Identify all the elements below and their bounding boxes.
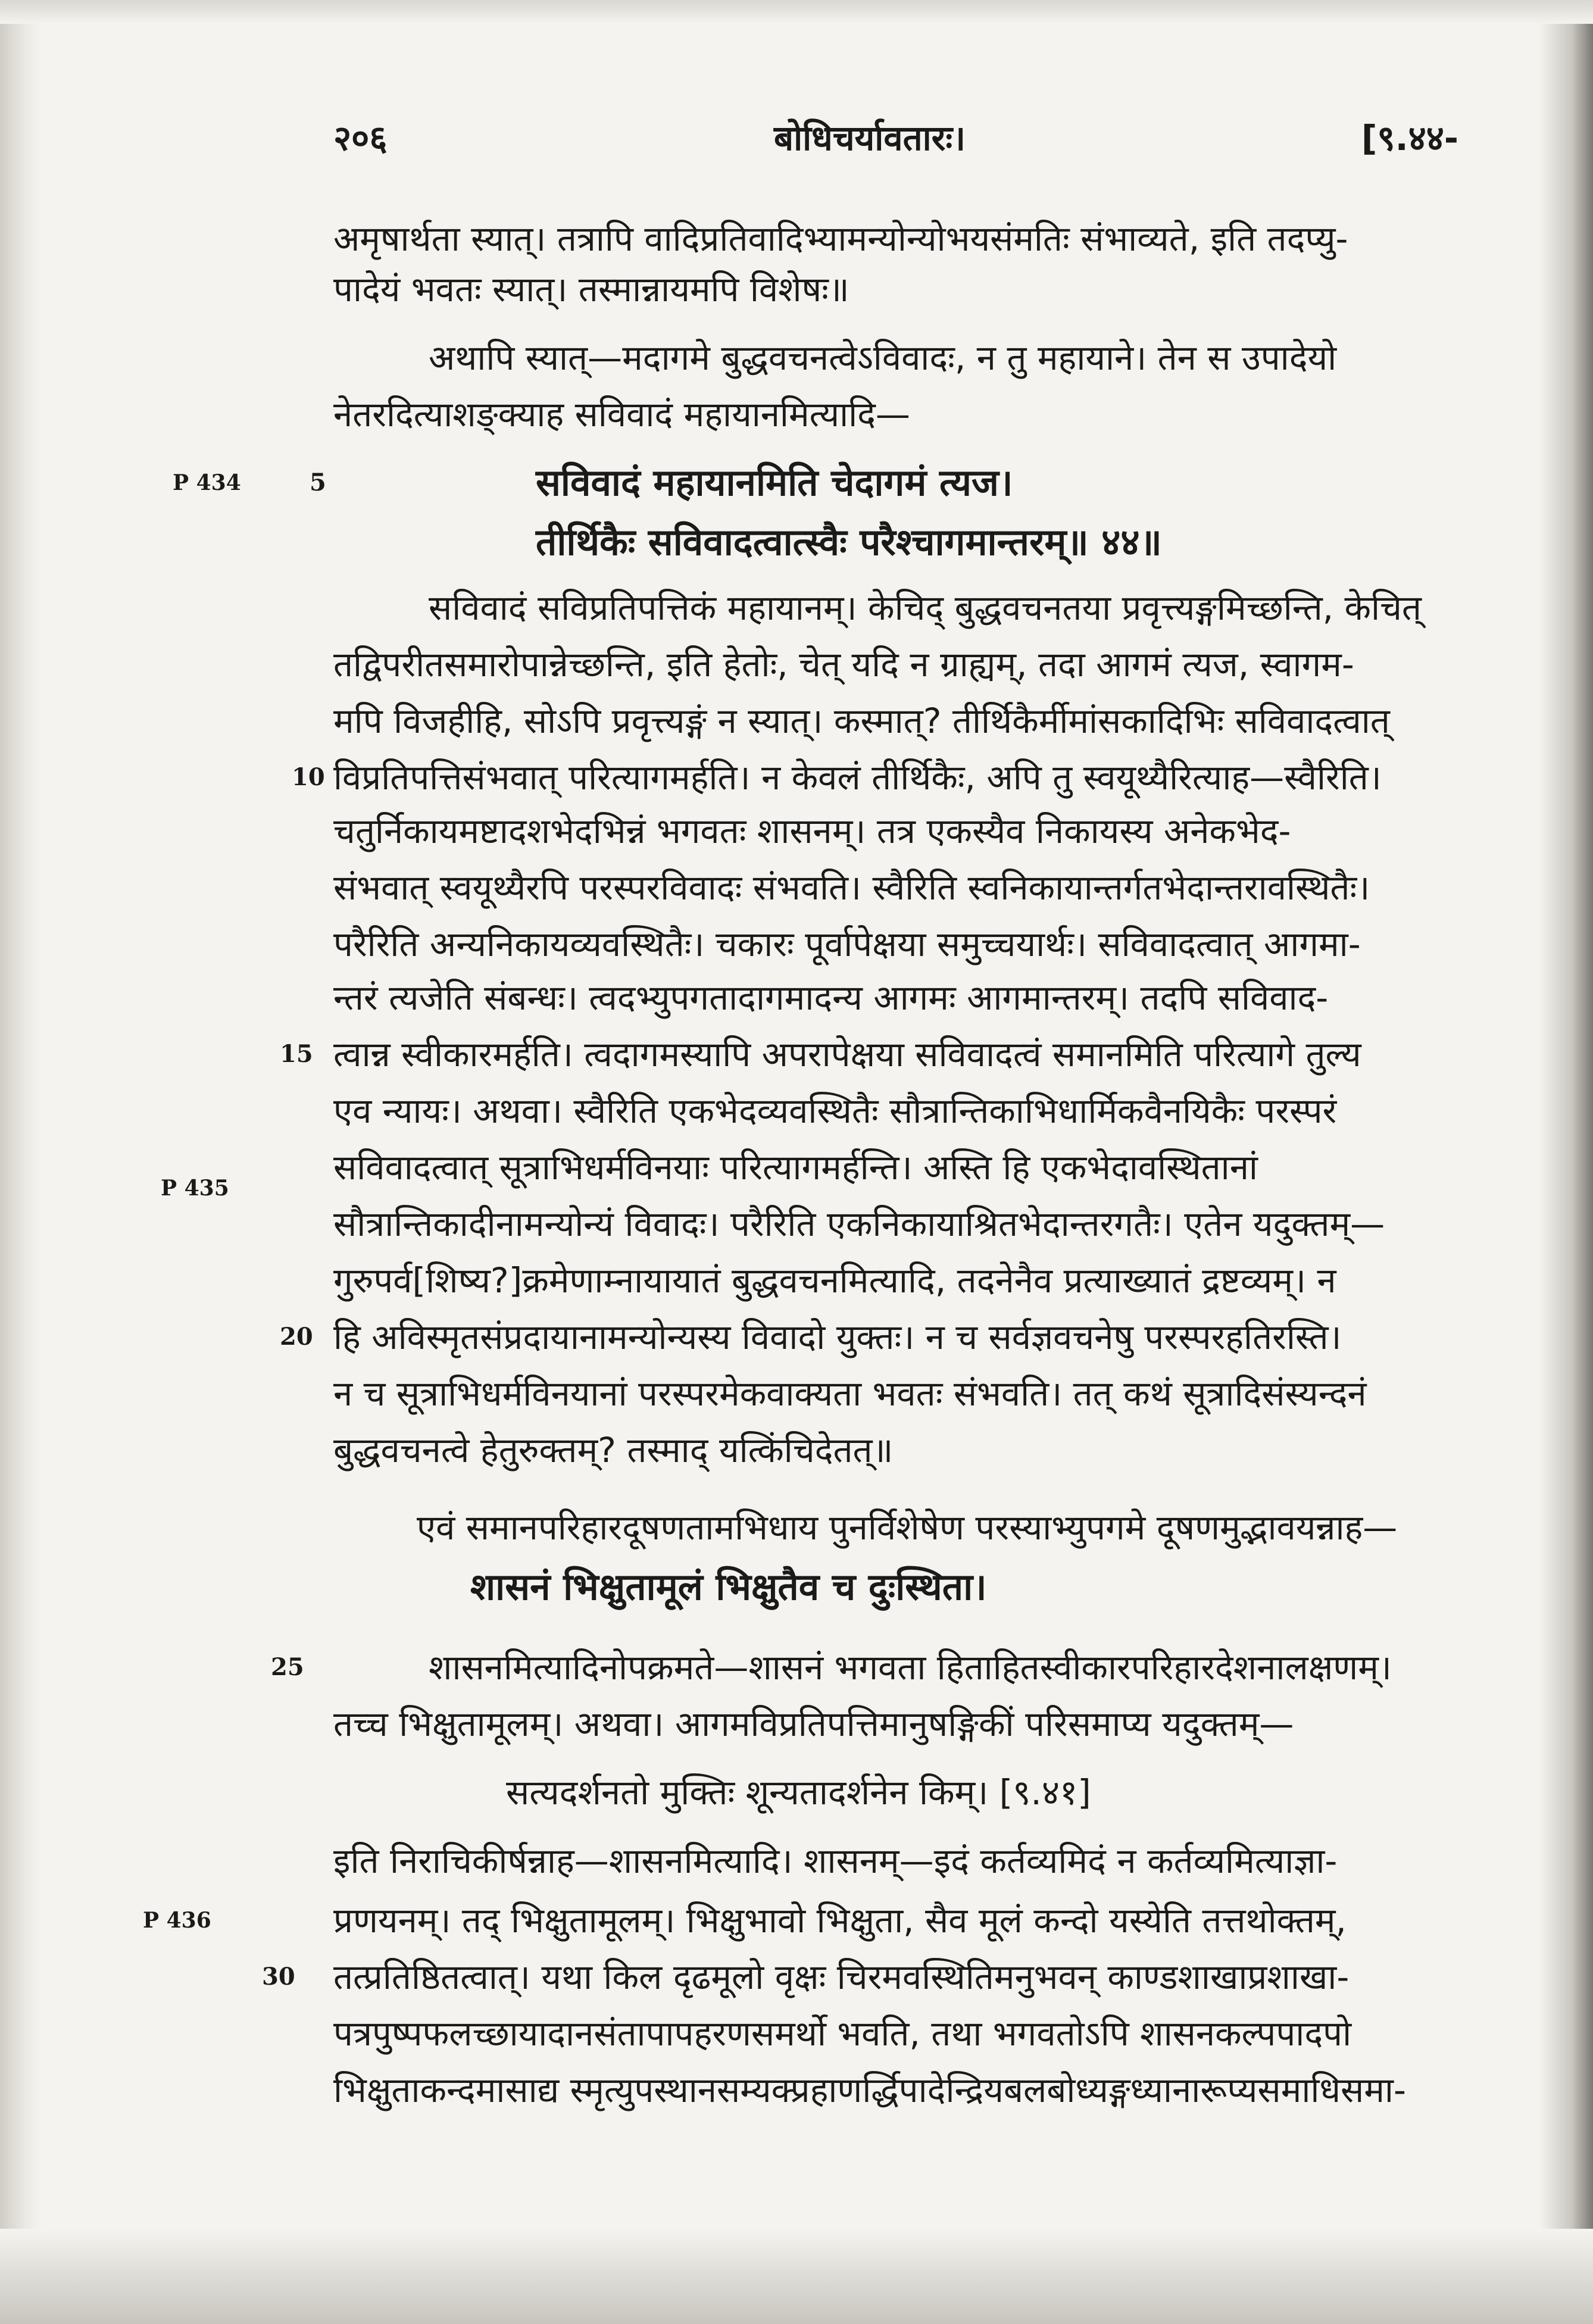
text-line: परैरिति अन्यनिकायव्यवस्थितैः। चकारः पूर्वापेक्षया समुच्चयार्थः। सविवादत्वात् आगमा-	[333, 924, 1361, 964]
line-number: 25	[271, 1653, 304, 1681]
text-line: भिक्षुताकन्दमासाद्य स्मृत्युपस्थानसम्यक्प्रहाणर्द्धिपादेन्द्रियबलबोध्यङ्गध्यानारूप्यसमाधिसमा-	[333, 2070, 1406, 2110]
line-number: 10	[292, 763, 325, 791]
text-line: तद्विपरीतसमारोपान्नेच्छन्ति, इति हेतोः, चेत् यदि न ग्राह्यम्, तदा आगमं त्यज, स्वागम-	[333, 644, 1354, 685]
running-title: बोधिचर्यावतारः।	[774, 118, 966, 158]
scan-edge-left	[0, 0, 42, 2324]
page-marker: P 436	[143, 1908, 211, 1933]
text-line: न्तरं त्यजेति संबन्धः। त्वदभ्युपगतादागमादन्य आगमः आगमान्तरम्। तदपि सविवाद-	[333, 977, 1329, 1018]
text-line: संभवात् स्वयूथ्यैरपि परस्परविवादः संभवति। स्वैरिति स्वनिकायान्तर्गतभेदान्तरावस्थितैः।	[333, 867, 1370, 908]
text-line: मपि विजहीहि, सोऽपि प्रवृत्त्यङ्गं न स्यात्। कस्मात्? तीर्थिकैर्मीमांसकादिभिः सविवादत्वात्	[333, 701, 1390, 741]
text-line: तच्च भिक्षुतामूलम्। अथवा। आगमविप्रतिपत्तिमानुषङ्गिकीं परिसमाप्य यदुक्तम्—	[333, 1704, 1294, 1744]
quoted-verse-line: सत्यदर्शनतो मुक्तिः शून्यतादर्शनेन किम्। [९.४१]	[506, 1772, 1091, 1813]
text-line: अथापि स्यात्—मदागमे बुद्धवचनत्वेऽविवादः, न तु महायाने। तेन स उपादेयो	[429, 338, 1337, 378]
verse-line: सविवादं महायानमिति चेदागमं त्यज।	[536, 461, 1013, 504]
text-line: पत्रपुष्पफलच्छायादानसंतापापहरणसमर्थो भवति, तथा भगवतोऽपि शासनकल्पपादपो	[333, 2013, 1352, 2054]
text-line: अमृषार्थता स्यात्। तत्रापि वादिप्रतिवादिभ्यामन्योन्योभयसंमतिः संभाव्यते, इति तदप्यु-	[333, 218, 1348, 259]
text-line: सौत्रान्तिकादीनामन्योन्यं विवादः। परैरिति एकनिकायाश्रितभेदान्तरगतैः। एतेन यदुक्तम्—	[333, 1204, 1385, 1244]
text-line: न च सूत्राभिधर्मविनयानां परस्परमेकवाक्यता भवतः संभवति। तत् कथं सूत्रादिसंस्यन्दनं	[333, 1373, 1367, 1414]
text-line: विप्रतिपत्तिसंभवात् परित्यागमर्हति। न केवलं तीर्थिकैः, अपि तु स्वयूथ्यैरित्याह—स्वैरिति।	[333, 757, 1382, 798]
text-line: बुद्धवचनत्वे हेतुरुक्तम्? तस्माद् यत्किंचिदेतत्॥	[333, 1430, 894, 1470]
running-header	[333, 113, 1458, 167]
scan-edge-right	[1539, 0, 1593, 2324]
text-line: एव न्यायः। अथवा। स्वैरिति एकभेदव्यवस्थितैः सौत्रान्तिकाभिधार्मिकवैनयिकैः परस्परं	[333, 1091, 1337, 1131]
text-line: सविवादं सविप्रतिपत्तिकं महायानम्। केचिद् बुद्धवचनतया प्रवृत्त्यङ्गमिच्छन्ति, केचित्	[429, 588, 1422, 628]
page-number: २०६	[333, 118, 388, 158]
text-line: हि अविस्मृतसंप्रदायानामन्योन्यस्य विवादो युक्तः। न च सर्वज्ञवचनेषु परस्परहतिरस्ति।	[333, 1317, 1342, 1357]
verse-line: तीर्थिकैः सविवादत्वात्स्वैः परैश्चागमान्तरम्॥ ४४॥	[536, 520, 1162, 564]
section-reference: [९.४४-	[1361, 118, 1458, 158]
scan-edge-bottom	[0, 2229, 1593, 2324]
text-line: नेतरदित्याशङ्क्याह सविवादं महायानमित्यादि—	[333, 394, 910, 435]
page-marker: P 434	[173, 470, 241, 495]
text-line: सविवादत्वात् सूत्राभिधर्मविनयाः परित्यागमर्हन्ति। अस्ति हि एकभेदावस्थितानां	[333, 1147, 1258, 1188]
text-line: इति निराचिकीर्षन्नाह—शासनमित्यादि। शासनम्—इदं कर्तव्यमिदं न कर्तव्यमित्याज्ञा-	[333, 1841, 1338, 1881]
line-number: 15	[280, 1040, 313, 1068]
text-line: प्रणयनम्। तद् भिक्षुतामूलम्। भिक्षुभावो भिक्षुता, सैव मूलं कन्दो यस्येति तत्तथोक्तम्,	[333, 1900, 1347, 1941]
line-number: 20	[280, 1323, 313, 1351]
scan-edge-top	[0, 0, 1593, 24]
verse-line: शासनं भिक्षुतामूलं भिक्षुतैव च दुःस्थिता।	[470, 1565, 987, 1608]
line-number: 5	[310, 468, 326, 496]
text-line: गुरुपर्व[शिष्य?]क्रमेणाम्नायायातं बुद्धवचनमित्यादि, तदनेनैव प्रत्याख्यातं द्रष्टव्यम्। न	[333, 1260, 1336, 1301]
text-line: शासनमित्यादिनोपक्रमते—शासनं भगवता हिताहितस्वीकारपरिहारदेशनालक्षणम्।	[429, 1647, 1392, 1688]
text-line: एवं समानपरिहारदूषणतामभिधाय पुनर्विशेषेण परस्याभ्युपगमे दूषणमुद्भावयन्नाह—	[417, 1507, 1398, 1548]
text-line: त्वान्न स्वीकारमर्हति। त्वदागमस्यापि अपरापेक्षया सविवादत्वं समानमिति परित्यागे तुल्य	[333, 1034, 1361, 1074]
page-marker: P 435	[161, 1176, 229, 1201]
text-line: चतुर्निकायमष्टादशभेदभिन्नं भगवतः शासनम्। तत्र एकस्यैव निकायस्य अनेकभेद-	[333, 811, 1291, 851]
text-line: तत्प्रतिष्ठितत्वात्। यथा किल दृढमूलो वृक्षः चिरमवस्थितिमनुभवन् काण्डशाखाप्रशाखा-	[333, 1957, 1350, 1997]
line-number: 30	[262, 1963, 295, 1991]
text-line: पादेयं भवतः स्यात्। तस्मान्नायमपि विशेषः॥	[333, 269, 849, 310]
